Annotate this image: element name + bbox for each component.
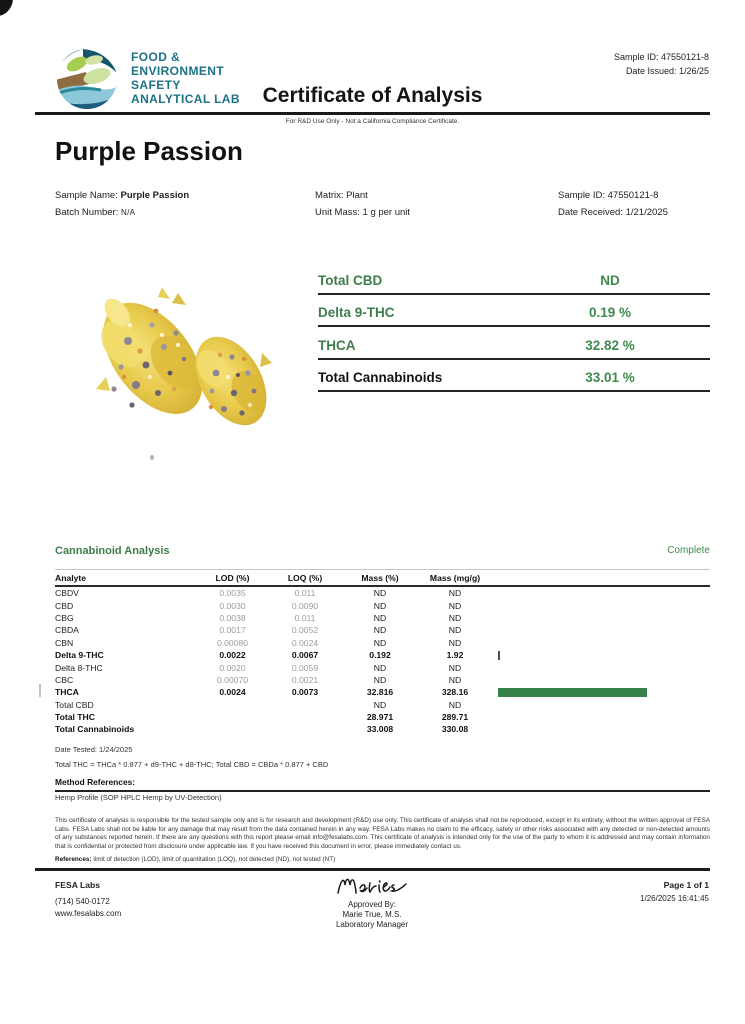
loq-cell: 0.0059 xyxy=(291,662,319,673)
sample-photo xyxy=(66,281,284,438)
lod-cell: 0.0022 xyxy=(219,650,246,661)
bar-cell xyxy=(490,626,710,635)
unit-mass-field xyxy=(315,204,410,221)
lod-cell: 0.0024 xyxy=(219,687,246,698)
sample-info-col-3 xyxy=(558,187,668,221)
table-header-row xyxy=(55,569,710,587)
lod-cell: 0.0020 xyxy=(219,662,246,673)
footer-lab-info xyxy=(55,879,121,920)
field-value: Plant xyxy=(346,190,368,201)
mass-pct-cell: 32.816 xyxy=(366,687,394,698)
column-header: LOD (%) xyxy=(215,572,250,583)
summary-label: THCA xyxy=(318,337,356,353)
bar-cell xyxy=(490,613,710,622)
summary-row-delta9-thc xyxy=(318,295,710,328)
table-row xyxy=(55,661,710,673)
header-date-issued: Date Issued: 1/26/25 xyxy=(625,66,709,76)
bar-cell xyxy=(490,638,710,647)
scan-corner-artifact xyxy=(0,0,13,16)
field-value: 1/21/2025 xyxy=(625,207,668,218)
summary-row-total-cbd xyxy=(318,262,710,295)
bar-cell xyxy=(490,688,710,697)
loq-cell: 0.011 xyxy=(294,612,316,623)
lab-name-line: ENVIRONMENT xyxy=(131,64,225,78)
document-title: Certificate of Analysis xyxy=(262,84,483,107)
summary-label: Total CBD xyxy=(318,272,383,288)
lod-cell: 0.0038 xyxy=(219,612,246,623)
date-tested: Date Tested: 1/24/2025 xyxy=(55,745,133,754)
analyte-cell: Delta 8-THC xyxy=(55,662,103,673)
column-header: Mass (%) xyxy=(361,572,399,583)
footer-phone: (714) 540-0172 xyxy=(55,897,110,906)
loq-cell: 0.0073 xyxy=(291,687,319,698)
field-value: N/A xyxy=(121,208,136,217)
table-row xyxy=(55,599,710,611)
field-value: 1 g per unit xyxy=(362,207,411,218)
references-text: limit of detection (LOD), limit of quantitation (LOQ), not detected (ND), not tested (NT) xyxy=(91,856,336,863)
status-badge: Complete xyxy=(667,545,710,556)
field-value: Purple Passion xyxy=(120,190,190,201)
mass-mgg-cell: ND xyxy=(448,699,462,710)
mass-pct-cell: 0.192 xyxy=(369,650,391,661)
table-row xyxy=(55,686,710,698)
mass-mgg-cell: ND xyxy=(448,674,462,685)
loq-cell: 0.011 xyxy=(294,588,316,599)
bar-cell xyxy=(490,725,710,734)
mass-pct-cell: ND xyxy=(373,674,387,685)
mass-bar xyxy=(498,688,647,697)
loq-cell: 0.0067 xyxy=(291,650,319,661)
mass-mgg-cell: 330.08 xyxy=(441,724,469,735)
mass-pct-cell: ND xyxy=(373,662,387,673)
method-references-heading: Method References: xyxy=(55,777,710,792)
summary-value: 0.19 % xyxy=(588,305,632,320)
field-value: 47550121-8 xyxy=(607,190,659,201)
potency-summary xyxy=(318,262,710,392)
footer-website: www.fesalabs.com xyxy=(55,909,122,918)
column-header: LOQ (%) xyxy=(287,572,323,583)
table-row xyxy=(55,637,710,649)
mass-mgg-cell: 1.92 xyxy=(446,650,464,661)
batch-number-field xyxy=(55,204,189,221)
field-label: Batch Number: xyxy=(55,207,119,218)
mass-pct-cell: ND xyxy=(373,699,387,710)
bar-cell xyxy=(490,700,710,709)
mass-mgg-cell: ND xyxy=(448,637,462,648)
cannabinoid-analysis-table xyxy=(55,569,710,736)
header-sample-id: Sample ID: 47550121-8 xyxy=(613,52,709,62)
summary-value: ND xyxy=(600,272,620,288)
section-title: Cannabinoid Analysis xyxy=(55,545,170,557)
bar-cell xyxy=(490,651,710,660)
mass-pct-cell: ND xyxy=(373,612,387,623)
sample-name-field xyxy=(55,187,189,204)
bar-cell xyxy=(490,663,710,672)
table-row xyxy=(55,674,710,686)
analyte-cell: Total THC xyxy=(55,712,95,723)
loq-cell: 0.0021 xyxy=(291,674,319,685)
loq-cell: 0.0024 xyxy=(291,637,319,648)
matrix-field xyxy=(315,187,410,204)
lod-cell: 0.0030 xyxy=(219,600,246,611)
column-header: Mass (mg/g) xyxy=(429,572,481,583)
summary-row-thca xyxy=(318,327,710,360)
lab-name-line: SAFETY xyxy=(131,78,181,92)
header-meta xyxy=(614,50,709,78)
disclaimer-text: This certificate of analysis is responsible for the tested sample only and is for research and development (R&D) use only. This certificate of analysis shall not be reproduced, except in its entirety, without the written approval of FESA Labs. FESA Labs shall not be liable for any damage that may result from the data contained herein in any way. FESA Labs makes no claim to the efficacy, safety or other risks associated with any detected or non-detected amounts of any substances reported herein. If there are any questions with this report please email info@fesalabs.com. This certificate of analysis is intended only for the use of the party to whom it is addressed and may contain information that is confidential or protected from disclosure under applicable law. If you have received this document in error, please immediately contact us. xyxy=(55,817,710,851)
lod-cell: 0.0035 xyxy=(219,588,246,599)
cannabinoid-analysis-header xyxy=(55,545,710,557)
bar-cell xyxy=(490,589,710,598)
loq-cell: 0.0090 xyxy=(291,600,319,611)
signature-icon xyxy=(327,872,417,898)
mass-mgg-cell: ND xyxy=(448,612,462,623)
loq-cell: 0.0052 xyxy=(291,625,319,636)
lod-cell: 0.00080 xyxy=(216,637,249,648)
method-references-value: Hemp Profile (SOP HPLC Hemp by UV-Detection) xyxy=(55,793,222,802)
print-timestamp: 1/26/2025 16:41:45 xyxy=(640,894,709,903)
field-label: Date Received: xyxy=(558,207,623,218)
date-received-field xyxy=(558,204,668,221)
lab-name-line: FOOD & xyxy=(131,50,181,64)
lod-cell: 0.00070 xyxy=(216,674,249,685)
references-label: References: xyxy=(55,856,92,863)
table-row xyxy=(55,699,710,711)
approver-name: Marie True, M.S. xyxy=(342,910,402,919)
bar-cell xyxy=(490,601,710,610)
lod-cell: 0.0017 xyxy=(219,625,246,636)
analyte-cell: Delta 9-THC xyxy=(55,650,104,661)
scan-dot-artifact xyxy=(150,455,154,460)
bar-cell xyxy=(490,675,710,684)
table-row xyxy=(55,612,710,624)
mass-mgg-cell: ND xyxy=(448,600,462,611)
footer-page-info xyxy=(640,879,709,905)
field-label: Unit Mass: xyxy=(315,207,360,218)
footer-lab-name: FESA Labs xyxy=(55,880,101,890)
analyte-cell: THCA xyxy=(55,687,79,698)
summary-value: 33.01 % xyxy=(585,370,635,385)
mass-pct-cell: 28.971 xyxy=(366,712,394,723)
mass-pct-cell: ND xyxy=(373,625,387,636)
field-label: Matrix: xyxy=(315,190,344,201)
approved-by-label: Approved By: xyxy=(347,900,397,909)
mass-mgg-cell: 328.16 xyxy=(441,687,469,698)
mass-mgg-cell: ND xyxy=(448,588,462,599)
analyte-cell: CBDA xyxy=(55,625,79,636)
total-thc-formula: Total THC = THCa * 0.877 + d9-THC + d8-THC; Total CBD = CBDa * 0.877 + CBD xyxy=(55,760,329,769)
bar-cell xyxy=(490,713,710,722)
approver-title: Laboratory Manager xyxy=(335,920,409,929)
summary-label: Delta 9-THC xyxy=(318,305,395,320)
field-label: Sample ID: xyxy=(558,190,605,201)
table-row xyxy=(55,587,710,599)
scan-edge-artifact xyxy=(39,684,41,697)
sample-title: Purple Passion xyxy=(55,136,243,166)
analyte-cell: Total Cannabinoids xyxy=(55,724,135,735)
mass-pct-cell: ND xyxy=(373,600,387,611)
sample-info-col-1 xyxy=(55,187,189,221)
mass-pct-cell: ND xyxy=(373,588,387,599)
footer-approval xyxy=(272,872,472,930)
mass-mgg-cell: ND xyxy=(448,625,462,636)
table-row xyxy=(55,711,710,723)
mass-pct-cell: ND xyxy=(373,637,387,648)
lab-name-line: ANALYTICAL LAB xyxy=(131,92,240,106)
header-rule xyxy=(35,112,710,115)
summary-value: 32.82 % xyxy=(585,337,635,353)
table-row xyxy=(55,649,710,661)
table-row xyxy=(55,624,710,636)
references-line xyxy=(55,856,710,863)
document-subtitle: For R&D Use Only - Not a California Compliance Certificate. xyxy=(285,118,460,125)
mass-pct-cell: 33.008 xyxy=(366,724,394,735)
footer-rule xyxy=(35,868,710,871)
mass-bar xyxy=(498,651,500,660)
analyte-cell: CBD xyxy=(55,600,74,611)
analyte-cell: CBG xyxy=(55,612,74,623)
column-header: Analyte xyxy=(55,572,87,583)
mass-mgg-cell: ND xyxy=(448,662,462,673)
summary-label: Total Cannabinoids xyxy=(318,370,443,385)
sample-info-col-2 xyxy=(315,187,410,221)
field-label: Sample Name: xyxy=(55,190,118,201)
mass-mgg-cell: 289.71 xyxy=(441,712,469,723)
analyte-cell: CBC xyxy=(55,674,74,685)
analyte-cell: CBN xyxy=(55,637,74,648)
sample-id-field xyxy=(558,187,668,204)
page-number: Page 1 of 1 xyxy=(663,880,709,890)
summary-row-total-cannabinoids xyxy=(318,360,710,393)
table-row xyxy=(55,723,710,735)
analyte-cell: CBDV xyxy=(55,588,79,599)
analyte-cell: Total CBD xyxy=(55,699,94,710)
